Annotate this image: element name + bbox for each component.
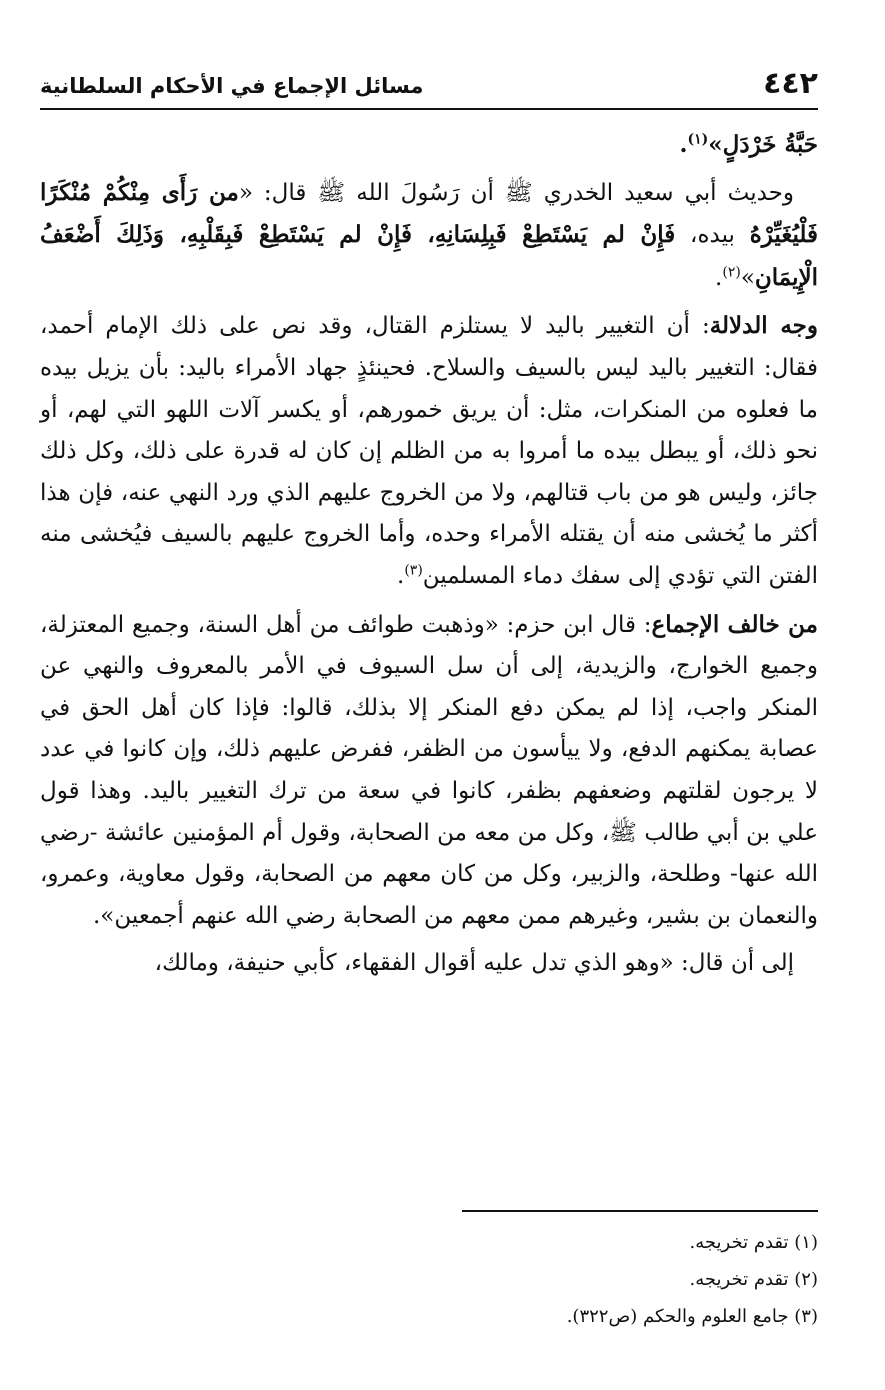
page-number: ٤٤٢ [763,66,818,101]
hadith-text-1: من رَأَى مِنْكُمْ مُنْكَرًا فَلْيُغَيِّرْهُ [40,178,819,249]
footnotes [40,1224,818,1335]
footnote-ref-1: (١) [687,131,709,148]
paragraph-evidence: وجه الدلالة: أن التغيير باليد لا يستلزم القتال، وقد نص على ذلك الإمام أحمد، فقال: التغيير باليد ليس بالسيف والسلاح. فحينئذٍ جهاد الأمراء باليد: بأن يزيل بيده ما فعلوه من المنكرات، مثل: أن يريق خمورهم، أو يكسر آلات اللهو التي لهم، أو نحو ذلك، أو يبطل بيده ما أمروا به من الظلم إن كان له قدرة على ذلك، وكل ذلك جائز، وليس هو من باب قتالهم، ولا من الخروج عليهم الذي ورد النهي عنه، فإن هذا أكثر ما يُخشى منه أن يقتله الأمراء وحده، وأما الخروج عليهم بالسيف فيُخشى منه الفتن التي تؤدي إلى سفك دماء المسلمين$^{(٣)}$. [40,312,818,589]
footnote-2: (٢) تقدم تخريجه. [689,1269,818,1290]
hadith-text-3: فَإِنْ لم يَسْتَطِعْ فَبِلِسَانِهِ، فَإِنْ لم يَسْتَطِعْ فَبِقَلْبِهِ، وَذَلِكَ أَضْعَفُ الْإِيمَانِ [40,221,818,291]
hadith-intro: وحديث أبي سعيد الخدري ﷺ أن رَسُولَ الله ﷺ قال: « [238,179,794,206]
footnote-1: (١) تقدم تخريجه. [689,1232,818,1253]
paragraph-continuation: حَبَّةُ خَرْدَلٍ»$^{(١)}$. [679,131,818,158]
evidence-text: : أن التغيير باليد لا يستلزم القتال، وقد نص على ذلك الإمام أحمد، فقال: التغيير باليد ليس بالسيف والسلاح. فحينئذٍ جهاد الأمراء باليد: بأن يزيل بيده ما فعلوه من المنكرات، مثل: أن يريق خمورهم، أو يكسر آلات اللهو التي لهم، أو نحو ذلك، أو يبطل بيده ما أمروا به من الظلم إن كان له قدرة على ذلك، وكل ذلك جائز، وليس هو من باب قتالهم، ولا من الخروج عليهم الذي ورد النهي عنه، فإن هذا أكثر ما يُخشى منه أن يقتله الأمراء وحده، وأما الخروج عليهم بالسيف فيُخشى منه الفتن التي تؤدي إلى سفك دماء المسلمين [40,313,818,589]
hadith-text-2: بيده، [675,222,750,249]
footnote-ref-3: (٣) [404,562,423,579]
footnote-3: (٣) جامع العلوم والحكم (ص٣٢٢). [566,1306,818,1327]
continued-quote-text: إلى أن قال: «وهو الذي تدل عليه أقوال الفقهاء، كأبي حنيفة، ومالك، [154,950,794,977]
evidence-label: وجه الدلالة [709,312,818,340]
footnote-ref-2: (٢) [722,264,741,281]
hadith-fragment: حَبَّةُ خَرْدَلٍ» [708,131,818,158]
dissent-label: من خالف الإجماع [651,610,819,638]
book-page [40,60,819,1327]
dissent-text: : قال ابن حزم: «وذهبت طوائف من أهل السنة، وجميع المعتزلة، وجميع الخوارج، والزيدية، إلى أن سل السيوف في الأمر بالمعروف والنهي عن المنكر واجب، إذا لم يمكن دفع المنكر إلا بذلك، قالوا: فإذا كان أهل الحق في عصابة يمكنهم الدفع، ولا ييأسون من الظفر، ففرض عليهم ذلك، وإن كانوا في عدد لا يرجون لقلتهم وضعفهم بظفر، كانوا في سعة من ترك التغيير باليد. وهذا قول علي بن أبي طالب ﷺ، وكل من معه من الصحابة، وقول أم المؤمنين عائشة -رضي الله عنها- وطلحة، والزبير، وكل من كان معهم من الصحابة، وقول معاوية، وعمرو، والنعمان بن بشير، وغيرهم ممن معهم من الصحابة رضي الله عنهم أجمعين». [40,611,818,929]
running-header [40,60,818,110]
main-text [40,124,818,985]
paragraph-dissent [40,604,818,938]
running-title: مسائل الإجماع في الأحكام السلطانية [40,74,424,98]
paragraph-continued-quote [40,943,818,985]
paragraph-hadith: وحديث أبي سعيد الخدري ﷺ أن رَسُولَ الله ﷺ قال: «من رَأَى مِنْكُمْ مُنْكَرًا فَلْيُغَيِّرْهُ بيده، فَإِنْ لم يَسْتَطِعْ فَبِلِسَانِهِ، فَإِنْ لم يَسْتَطِعْ فَبِقَلْبِهِ، وَذَلِكَ أَضْعَفُ الْإِيمَانِ»$^{(٢)}$. [40,178,819,291]
footnote-divider [462,1210,818,1212]
hadith-close-quote: » [740,264,755,291]
